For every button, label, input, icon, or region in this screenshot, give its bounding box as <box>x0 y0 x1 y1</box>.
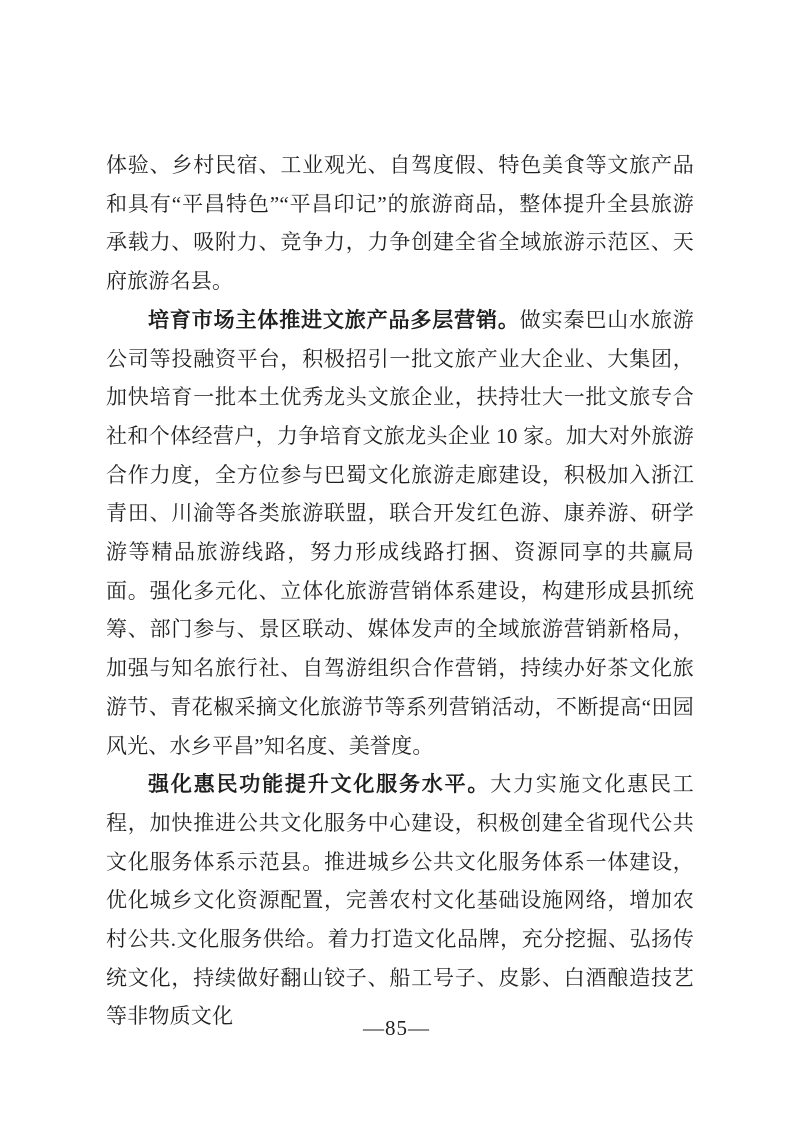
paragraph-market-marketing <box>106 301 694 765</box>
paragraph-lead: 培育市场主体推进文旅产品多层营销。 <box>148 307 520 332</box>
page-footer <box>0 1016 793 1041</box>
paragraph-text: 大力实施文化惠民工程，加快推进公共文化服务中心建设，积极创建全省现代公共文化服务体系示范县。推进城乡公共文化服务体系一体建设，优化城乡文化资源配置，完善农村文化基础设施网络，增加农村公共.文化服务供给。着力打造文化品牌，充分挖掘、弘扬传统文化，持续做好翻山铰子、船工号子、皮影、白酒酿造技艺等非物质文化 <box>106 772 694 1029</box>
paragraph-text: 做实秦巴山水旅游公司等投融资平台，积极招引一批文旅产业大企业、大集团，加快培育一批本土优秀龙头文旅企业，扶持壮大一批文旅专合社和个体经营户，力争培育文旅龙头企业 10 家。加大对外旅游合作力度，全方位参与巴蜀文化旅游走廊建设，积极加入浙江青田、川渝等各类旅游联盟，联合开发红色游、康养游、研学游等精品旅游线路，努力形成线路打捆、资源同享的共赢局面。强化多元化、立体化旅游营销体系建设，构建形成县抓统筹、部门参与、景区联动、媒体发声的全域旅游营销新格局，加强与知名旅行社、自驾游组织合作营销，持续办好茶文化旅游节、青花椒采摘文化旅游节等系列营销活动，不断提高“田园风光、水乡平昌”知名度、美誉度。 <box>106 307 694 758</box>
document-body <box>106 146 694 1036</box>
page-number: —85— <box>363 1016 430 1040</box>
paragraph-continuation <box>106 146 694 301</box>
paragraph-text: 体验、乡村民宿、工业观光、自驾度假、特色美食等文旅产品和具有“平昌特色”“平昌印记”的旅游商品，整体提升全县旅游承载力、吸附力、竞争力，力争创建全省全域旅游示范区、天府旅游名县。 <box>106 153 694 294</box>
paragraph-cultural-services <box>106 765 694 1036</box>
paragraph-lead: 强化惠民功能提升文化服务水平。 <box>148 772 491 797</box>
